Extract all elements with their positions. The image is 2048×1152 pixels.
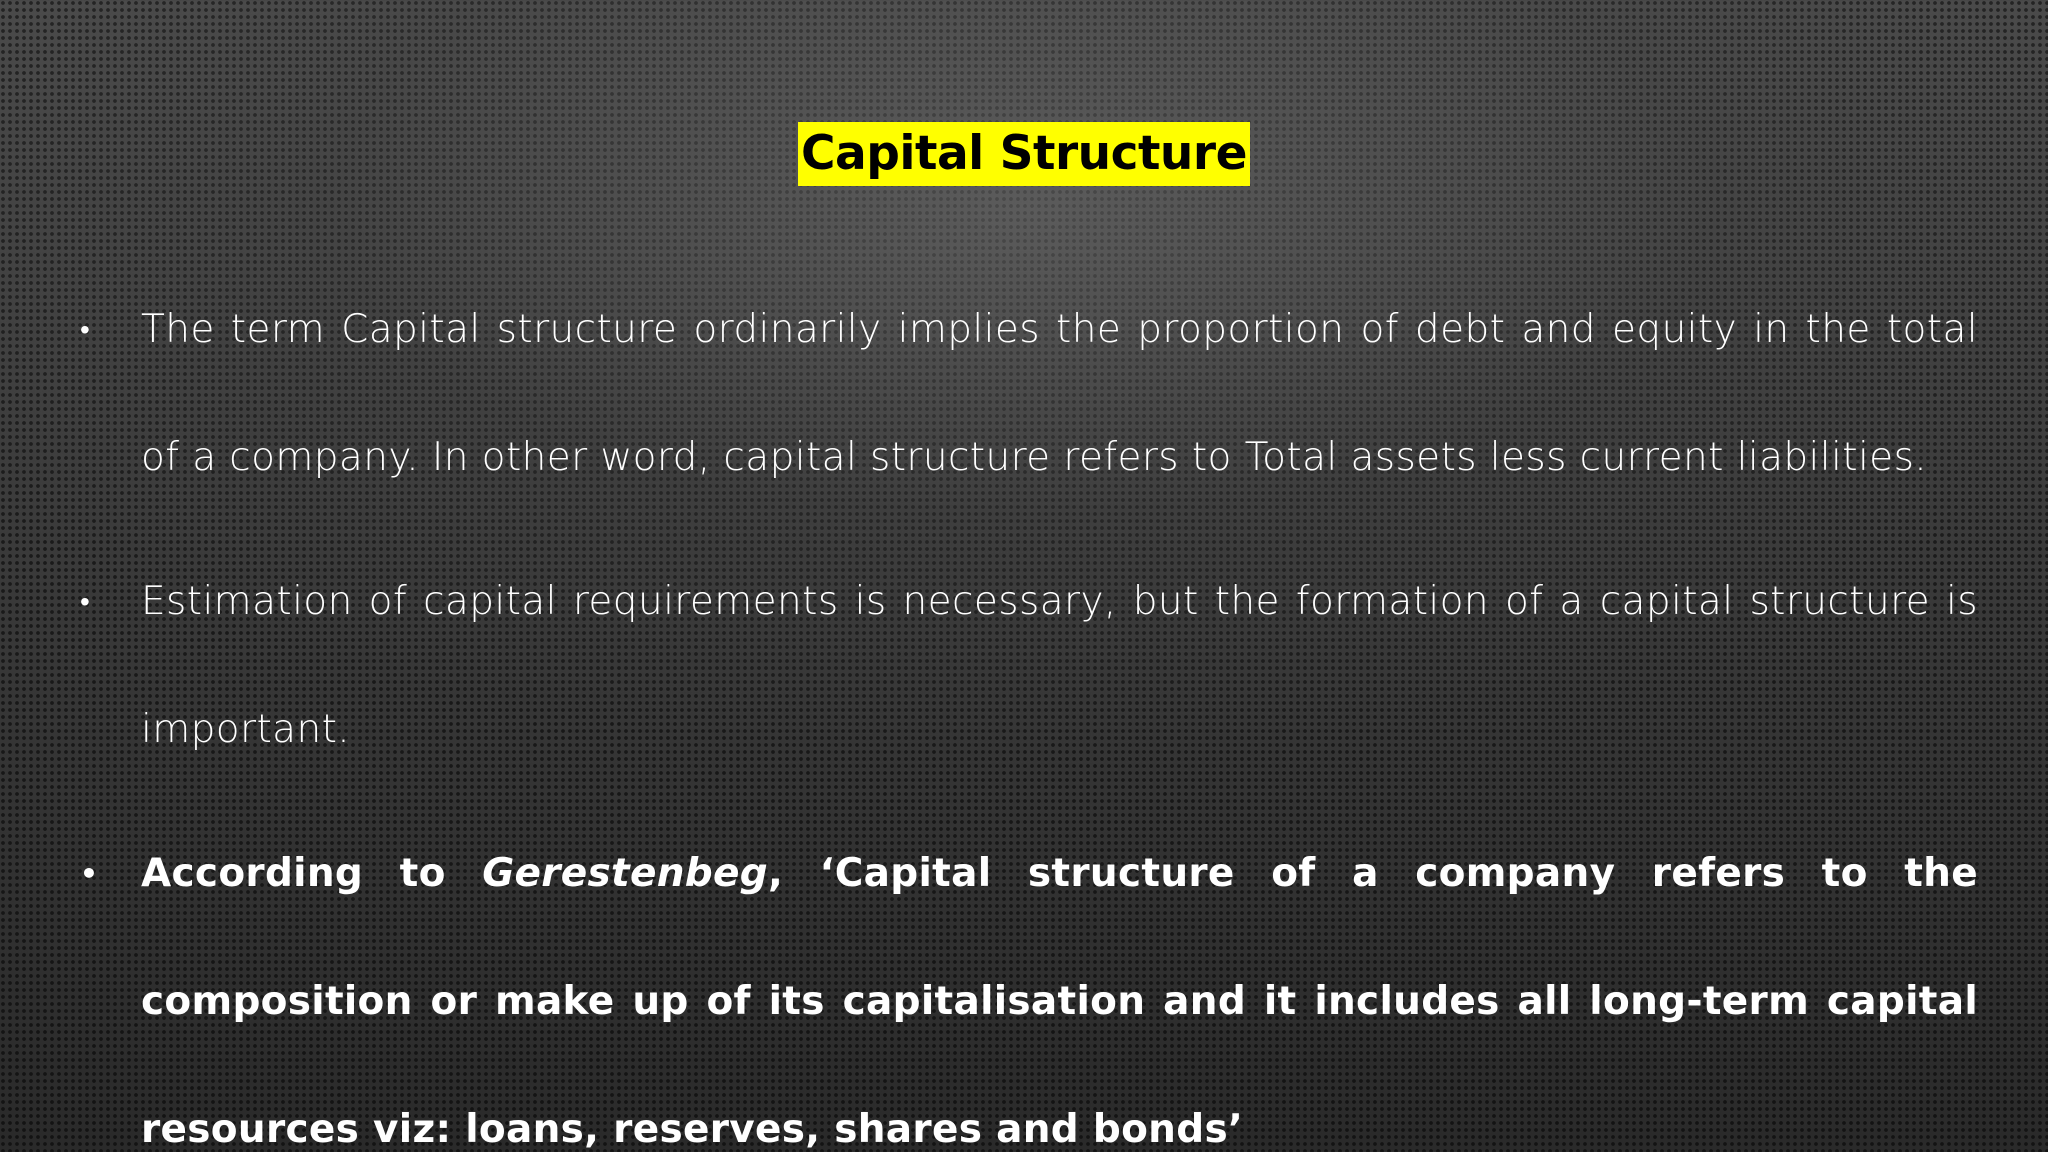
bullet-item-definition xyxy=(80,266,1978,522)
bullet-dot-icon: • xyxy=(80,585,91,618)
bullet-dot-icon: • xyxy=(80,857,99,890)
slide-title: Capital Structure xyxy=(798,122,1250,186)
bullet-text: The term Capital structure ordinarily implies the proportion of debt and equity in the total of a company. In other word, capital structure refers to Total assets less current liabilities. xyxy=(141,307,1978,480)
title-container xyxy=(0,122,2048,186)
bullet-item-estimation xyxy=(80,538,1978,794)
bullet-dot-icon: • xyxy=(80,313,91,346)
bullet-text: Estimation of capital requirements is necessary, but the formation of a capital structure is important. xyxy=(141,579,1978,752)
bullet-list xyxy=(80,266,1978,1152)
quote-author: Gerestenbeg xyxy=(482,851,768,896)
quote-text: , ‘Capital structure of a company refers to the composition or make up of its capitalisation and it includes all long-term capital resources viz: loans, reserves, shares and bonds’ xyxy=(141,851,1978,1152)
quote-prefix: According to xyxy=(141,851,483,896)
bullet-item-quote xyxy=(80,810,1978,1152)
